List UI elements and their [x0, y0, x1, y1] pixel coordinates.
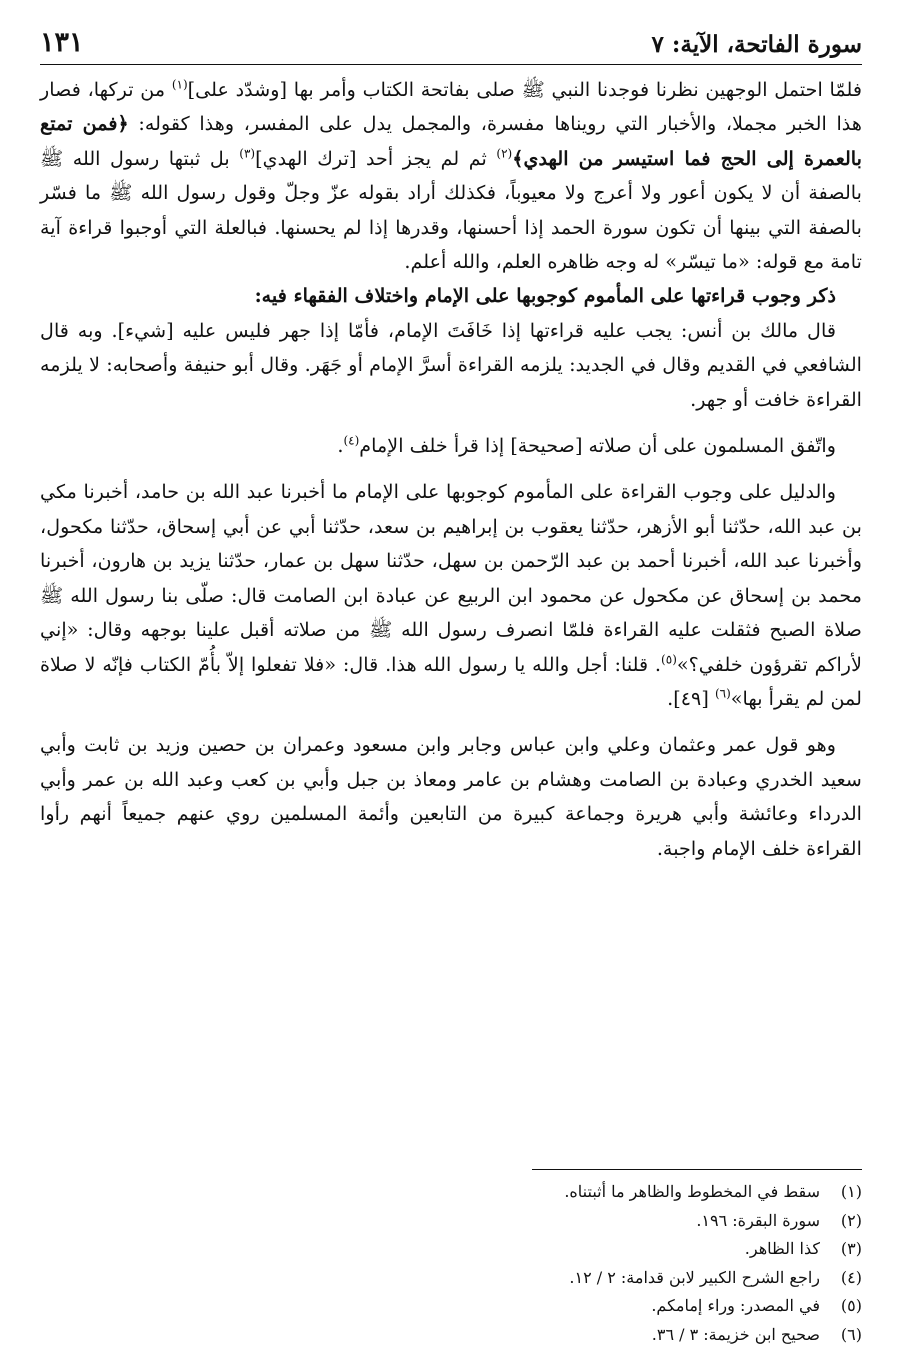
paragraph-3 — [40, 429, 862, 463]
footnote-number: (٦) — [840, 1324, 862, 1344]
footnote-number: (١) — [840, 1181, 862, 1201]
main-text — [40, 73, 862, 866]
page-number: ١٣١ — [40, 27, 84, 58]
footnote-text: سورة البقرة: ١٩٦. — [696, 1210, 820, 1230]
paragraph-5: وهو قول عمر وعثمان وعلي وابن عباس وجابر وابن مسعود وعمران بن حصين وزيد بن ثابت وأبي سعيد الخدري وعبادة بن الصامت وهشام بن عامر ومعاذ بن جبل وأبي بن كعب وعبد الله بن عمر وأبي الدرداء وعائشة وأبي هريرة وجماعة كبيرة من التابعين وأئمة المسلمين روي عنهم جميعاً أنهم رأوا القراءة خلف الإمام واجبة. — [40, 733, 862, 860]
paragraph-4 — [40, 475, 862, 716]
footnote-number: (٣) — [840, 1239, 862, 1259]
paragraph-1-part-d: بل ثبتها رسول الله ﷺ بالصفة أن لا يكون أعور ولا أعرج ولا معيوباً، فكذلك أراد بقوله عزّ وجلّ وقول رسول الله ﷺ ما فسّر بالصفة التي بينها أن تكون سورة الحمد إذا أحسنها، وقدرها إذا لم يحسنها. فبالعلة التي أوجبوا قراءة آية تامة مع قوله: «ما تيسّر» له وجه ظاهره العلم، والله أعلم. — [40, 146, 862, 274]
running-header — [40, 18, 862, 65]
footnote-text: صحيح ابن خزيمة: ٣ / ٣٦. — [651, 1324, 820, 1344]
paragraph-2: قال مالك بن أنس: يجب عليه قراءتها إذا خَافَتَ الإمام، فأمّا إذا جهر فليس عليه [شيء]. وبه قال الشافعي في القديم وقال في الجديد: يلزمه القراءة أسرَّ الإمام أو جَهَر. وقال أبو حنيفة وأصحابه: لا يلزمه القراءة خافت أو جهر. — [40, 318, 862, 411]
footnote-text: في المصدر: وراء إمامكم. — [651, 1296, 820, 1316]
footnote-1 — [40, 1178, 862, 1207]
footnote-text: راجع الشرح الكبير لابن قدامة: ٢ / ١٢. — [569, 1267, 820, 1287]
footnote-text: كذا الظاهر. — [744, 1239, 820, 1259]
paragraph-4-part-a: والدليل على وجوب القراءة على المأموم كوجوبها على الإمام ما أخبرنا عبد الله بن حامد، أخبرنا مكي بن عبد الله، حدّثنا أبو الأزهر، حدّثنا يعقوب بن إبراهيم بن سعد، حدّثنا أبي عن أبي إسحاق، حدّثنا مكحول، وأخبرنا عبد الله، أخبرنا أحمد بن عبد الرّحمن بن سهل، حدّثنا سهل بن عمار، حدّثنا يزيد بن هارون، أخبرنا محمد بن إسحاق عن مكحول عن محمود ابن الربيع عن عبادة ابن الصامت قال: صلّى بنا رسول الله ﷺ صلاة الصبح فثقلت عليه القراءة فلمّا انصرف رسول الله ﷺ من صلاته أقبل علينا بوجهه وقال: «إني لأراكم تقرؤون خلفي؟» — [40, 480, 863, 676]
paragraph-1 — [40, 73, 862, 279]
footnote-text: سقط في المخطوط والظاهر ما أثبتناه. — [564, 1181, 820, 1201]
footnote-4 — [40, 1264, 862, 1293]
footnote-2 — [40, 1207, 862, 1236]
footnote-6 — [40, 1321, 862, 1350]
paragraph-1-part-c: ثم لم يجز أحد [ترك الهدي] — [255, 146, 497, 170]
footnote-ref-3: (٣) — [239, 146, 256, 161]
footnote-divider — [532, 1169, 862, 1170]
footnote-ref-6: (٦) — [714, 686, 731, 701]
quran-verse: ﴿فمن تمتع بالعمرة إلى الحج فما استيسر من الهدي﴾ — [40, 112, 862, 170]
paragraph-1-part-b: من تركها، فصار هذا الخبر مجملا، والأخبار التي رويناها مفسرة، والمجمل يدل على المفسر، وهذا كقوله: — [40, 78, 862, 136]
footnote-number: (٥) — [840, 1296, 862, 1316]
section-heading: ذكر وجوب قراءتها على المأموم كوجوبها على الإمام واختلاف الفقهاء فيه: — [254, 284, 836, 308]
footnote-ref-4: (٤) — [343, 433, 360, 448]
footnote-ref-2: (٢) — [496, 146, 513, 161]
running-title: سورة الفاتحة، الآية: ٧ — [651, 31, 862, 58]
paragraph-3-end: . — [337, 434, 344, 458]
book-page — [40, 18, 862, 1350]
footnote-number: (٤) — [840, 1267, 862, 1287]
paragraph-3-text: واتّفق المسلمون على أن صلاته [صحيحة] إذا قرأ خلف الإمام — [359, 434, 836, 458]
footnote-5 — [40, 1292, 862, 1321]
paragraph-1-part-a: فلمّا احتمل الوجهين نظرنا فوجدنا النبي ﷺ صلى بفاتحة الكتاب وأمر بها [وشدّد على] — [187, 78, 862, 101]
footnote-3 — [40, 1235, 862, 1264]
footnote-ref-1: (١) — [171, 77, 188, 92]
footnote-ref-5: (٥) — [661, 652, 677, 667]
footnote-number: (٢) — [840, 1210, 862, 1230]
paragraph-4-part-c: [٤٩]. — [667, 686, 715, 710]
footnotes-list — [40, 1178, 862, 1350]
paragraph-4-part-b: . قلنا: أجل والله يا رسول الله هذا. قال: «فلا تفعلوا إلاّ بأُمّ الكتاب فإنّه لا صلاة لمن لم يقرأ بها» — [40, 652, 862, 710]
